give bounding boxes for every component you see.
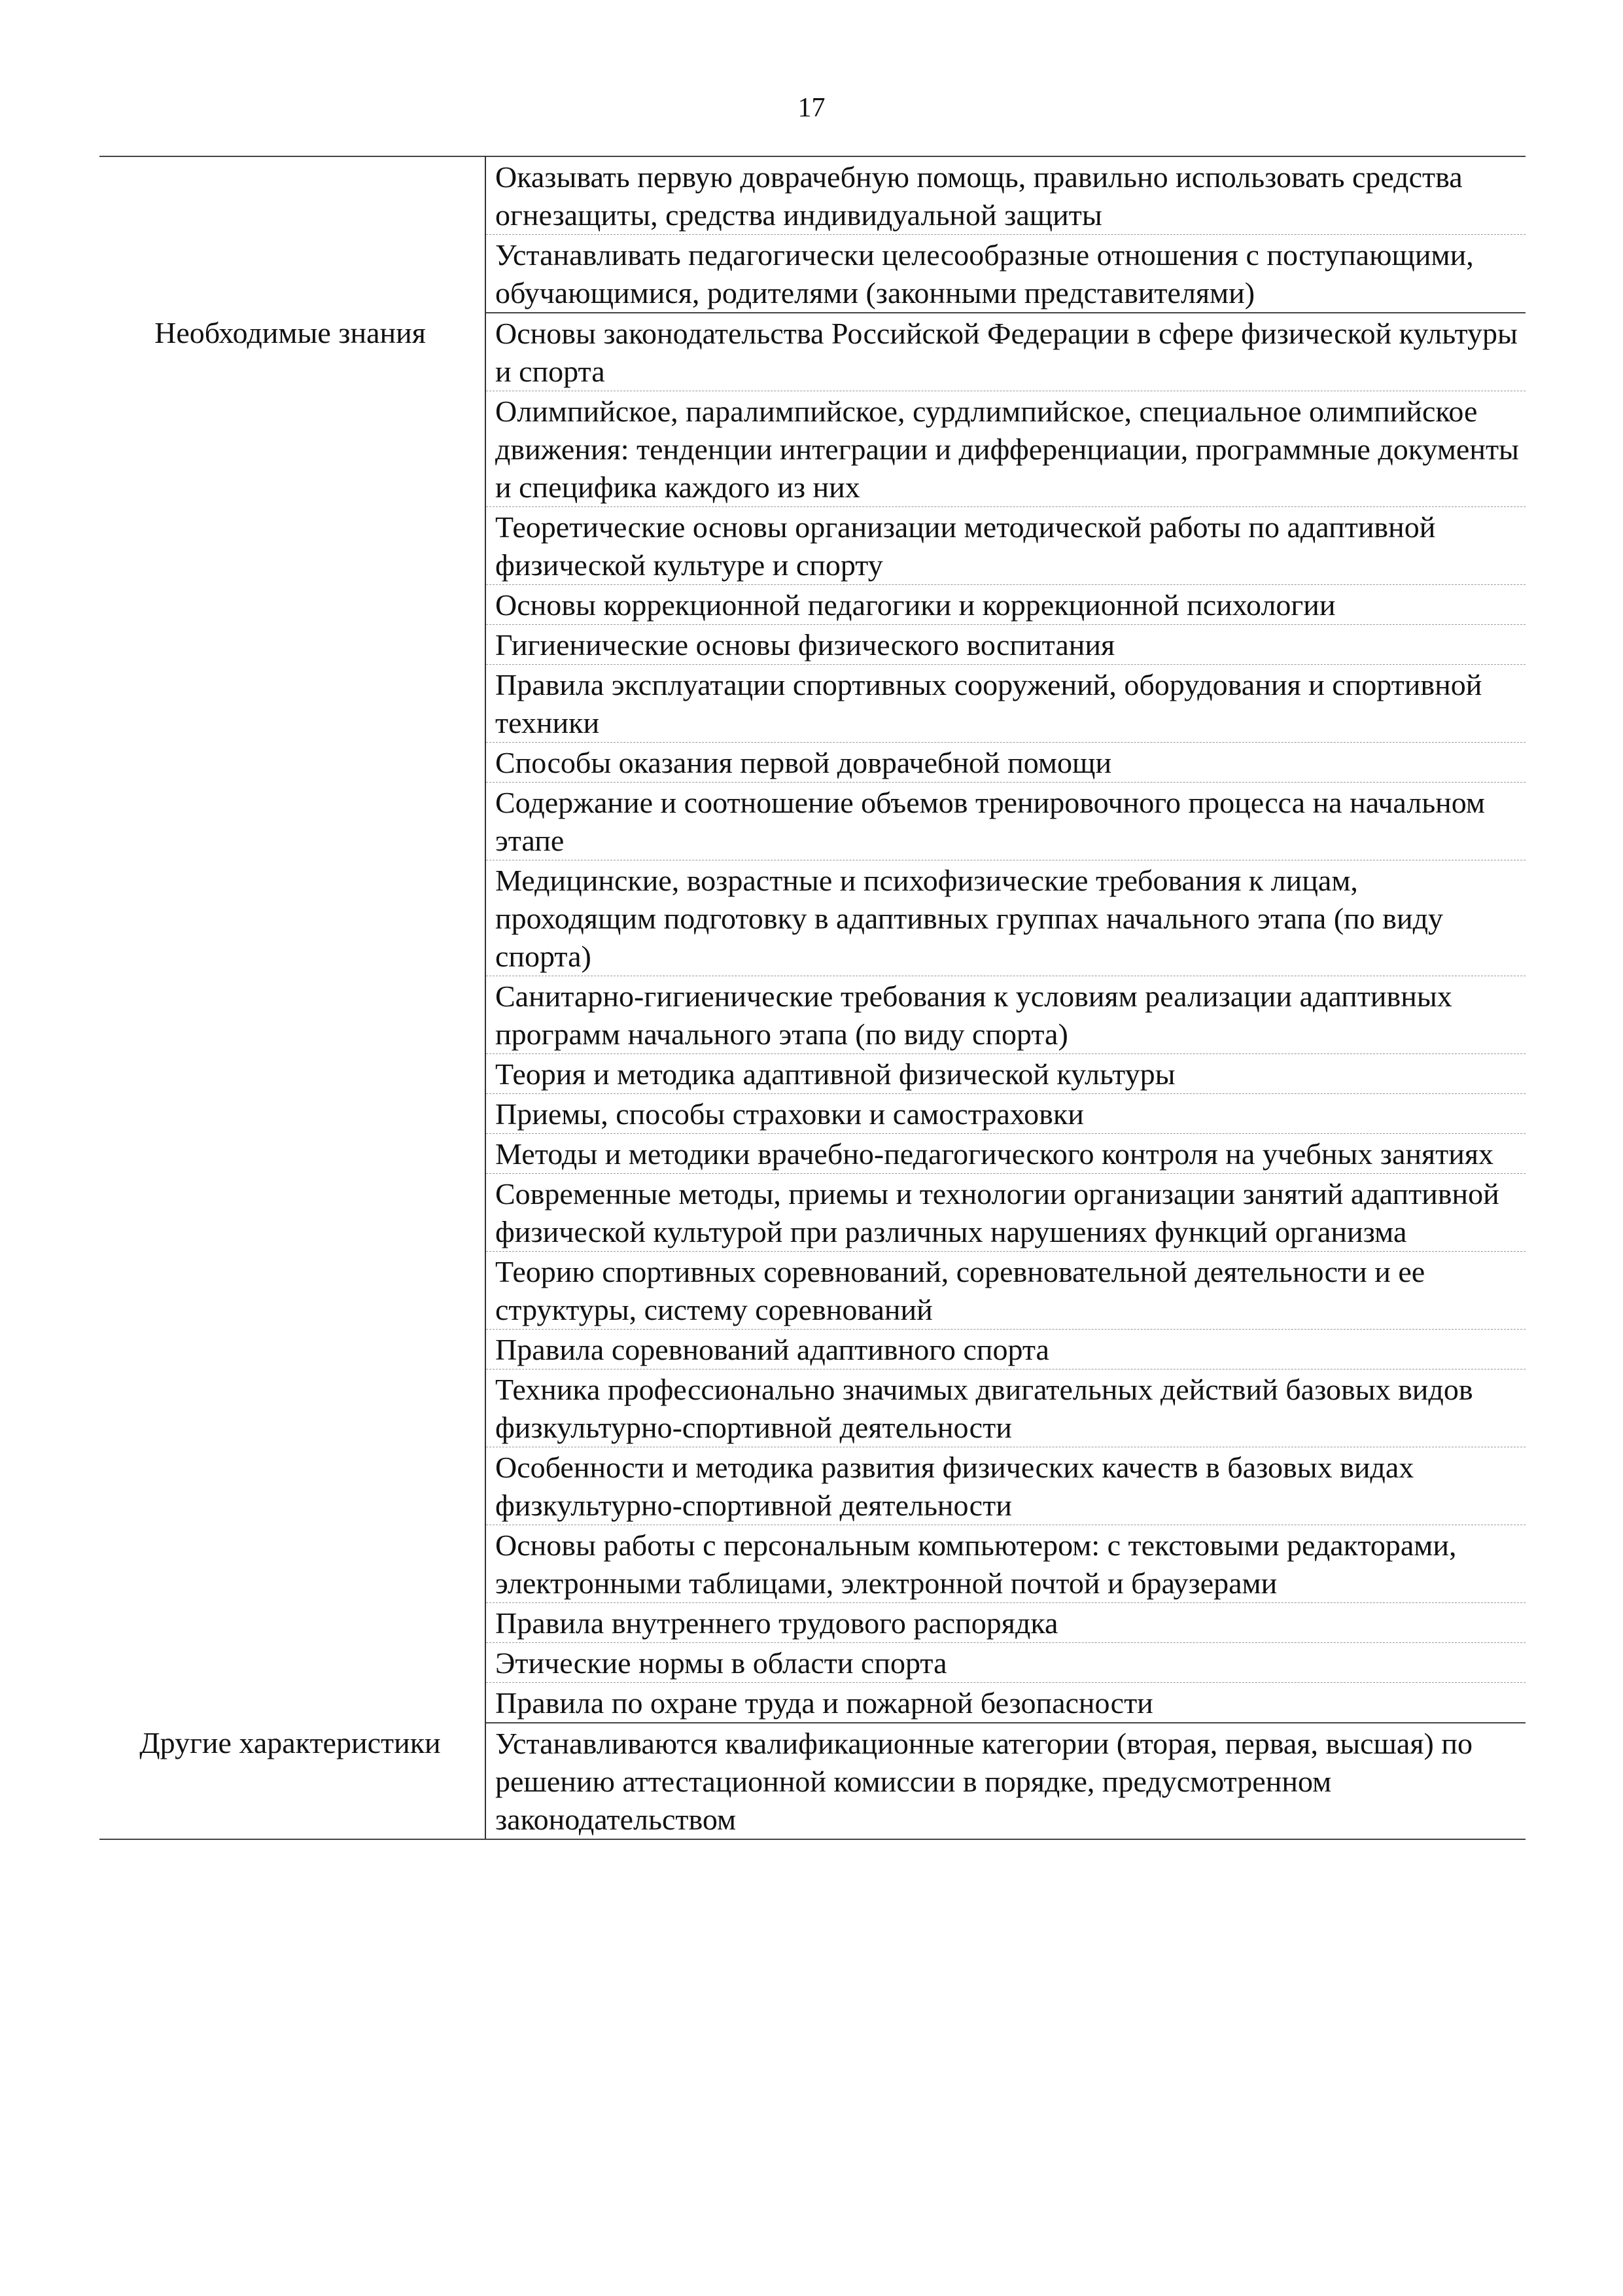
table-cell — [485, 860, 1526, 976]
knowledge-item: Основы законодательства Российской Федерации в сфере физической культуры и спорта — [495, 317, 1518, 388]
qualification-table — [99, 156, 1526, 1840]
section-label-knowledge: Необходимые знания — [99, 313, 485, 1723]
table-cell — [485, 1054, 1526, 1094]
table-cell — [485, 1447, 1526, 1525]
other-item: Устанавливаются квалификационные категории (вторая, первая, высшая) по решению аттестационной комиссии в порядке, предусмотренном законодательством — [495, 1727, 1473, 1836]
knowledge-item: Правила по охране труда и пожарной безопасности — [495, 1686, 1153, 1720]
knowledge-item: Теоретические основы организации методической работы по адаптивной физической культуре и спорту — [495, 510, 1436, 582]
table-cell — [485, 1134, 1526, 1174]
knowledge-item: Способы оказания первой доврачебной помощи — [495, 746, 1112, 779]
knowledge-item: Гигиенические основы физического воспитания — [495, 628, 1115, 662]
table-cell — [485, 976, 1526, 1054]
table-cell — [485, 1252, 1526, 1330]
section-label-other: Другие характеристики — [99, 1723, 485, 1839]
table-row — [99, 313, 1526, 391]
knowledge-item: Методы и методики врачебно-педагогического контроля на учебных занятиях — [495, 1137, 1494, 1171]
knowledge-item: Техника профессионально значимых двигательных действий базовых видов физкультурно-спортивной деятельности — [495, 1373, 1473, 1444]
knowledge-item: Олимпийское, паралимпийское, сурдлимпийское, специальное олимпийское движения: тенденции интеграции и дифференциации, программные документы и специфика каждого из них — [495, 395, 1519, 504]
knowledge-item: Основы коррекционной педагогики и коррекционной психологии — [495, 588, 1336, 622]
knowledge-item: Современные методы, приемы и технологии организации занятий адаптивной физической культурой при различных нарушениях функций организма — [495, 1177, 1499, 1248]
table-cell — [485, 1603, 1526, 1643]
table-cell — [485, 391, 1526, 507]
table-cell — [485, 1683, 1526, 1723]
table-cell — [485, 1369, 1526, 1447]
table-cell — [485, 1330, 1526, 1369]
skill-item: Оказывать первую доврачебную помощь, правильно использовать средства огнезащиты, средства индивидуальной защиты — [495, 160, 1463, 232]
table-row — [99, 1723, 1526, 1839]
knowledge-item: Правила соревнований адаптивного спорта — [495, 1333, 1049, 1366]
knowledge-item: Теорию спортивных соревнований, соревновательной деятельности и ее структуры, систему соревнований — [495, 1255, 1425, 1326]
table-cell — [485, 1525, 1526, 1603]
page-number: 17 — [797, 93, 826, 123]
table-cell — [485, 1174, 1526, 1252]
knowledge-item: Основы работы с персональным компьютером: с текстовыми редакторами, электронными таблицами, электронной почтой и браузерами — [495, 1528, 1457, 1600]
table-cell — [485, 156, 1526, 235]
skill-item: Устанавливать педагогически целесообразные отношения с поступающими, обучающимися, родителями (законными представителями) — [495, 238, 1474, 309]
table-cell — [485, 743, 1526, 783]
table-row — [99, 156, 1526, 235]
table-cell — [485, 1723, 1526, 1839]
table-cell — [485, 507, 1526, 585]
knowledge-item: Содержание и соотношение объемов тренировочного процесса на начальном этапе — [495, 786, 1486, 857]
knowledge-item: Правила внутреннего трудового распорядка — [495, 1606, 1058, 1640]
table-cell — [485, 313, 1526, 391]
table-cell — [485, 625, 1526, 665]
table-cell — [485, 665, 1526, 743]
knowledge-item: Теория и методика адаптивной физической культуры — [495, 1057, 1176, 1091]
table-cell — [485, 783, 1526, 860]
table-cell — [485, 1094, 1526, 1134]
knowledge-item: Особенности и методика развития физических качеств в базовых видах физкультурно-спортивной деятельности — [495, 1451, 1414, 1522]
knowledge-item: Правила эксплуатации спортивных сооружений, оборудования и спортивной техники — [495, 668, 1482, 739]
table-cell — [485, 1643, 1526, 1683]
knowledge-item: Санитарно-гигиенические требования к условиям реализации адаптивных программ начального этапа (по виду спорта) — [495, 980, 1452, 1051]
table-cell — [485, 235, 1526, 313]
knowledge-item: Этические нормы в области спорта — [495, 1646, 947, 1680]
knowledge-item: Приемы, способы страховки и самостраховки — [495, 1097, 1084, 1131]
table-body — [99, 156, 1526, 1839]
knowledge-item: Медицинские, возрастные и психофизические требования к лицам, проходящим подготовку в адаптивных группах начального этапа (по виду спорта) — [495, 864, 1444, 973]
section-label-empty — [99, 156, 485, 313]
table-cell — [485, 585, 1526, 625]
